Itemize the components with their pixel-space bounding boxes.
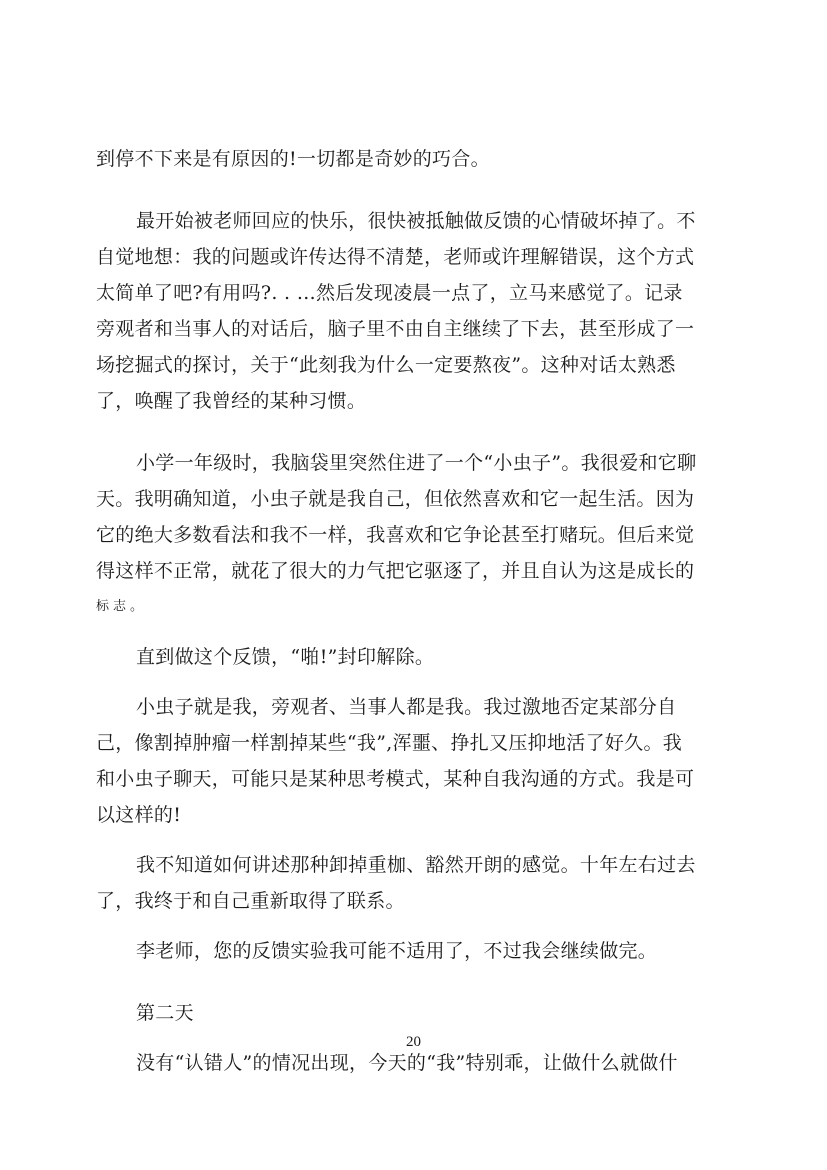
text-line: 了，我终于和自己重新取得了联系。 bbox=[96, 890, 405, 912]
text-line: 和小虫子聊天，可能只是某种思考模式，某种自我沟通的方式。我是可 bbox=[96, 768, 695, 790]
text-line: 直到做这个反馈，“啪!”封印解除。 bbox=[136, 646, 435, 668]
paragraph-first-response bbox=[96, 203, 736, 419]
text-line: 旁观者和当事人的对话后，脑子里不由自主继续了下去，甚至形成了一 bbox=[96, 318, 695, 340]
text-line: 太简单了吧?有用吗?. . …然后发现凌晨一点了，立马来感觉了。记录 bbox=[96, 282, 683, 304]
page-number: 20 bbox=[406, 1034, 421, 1050]
text-line: 第二天 bbox=[136, 1002, 194, 1024]
text-line: 场挖掘式的探讨，关于“此刻我为什么一定要熬夜”。这种对话太熟悉 bbox=[96, 354, 676, 376]
text-line: 得这样不正常，就花了很大的力气把它驱逐了，并且自认为这是成长的 bbox=[96, 560, 695, 582]
paragraph-teacher-li bbox=[96, 933, 736, 969]
body-text bbox=[96, 141, 736, 1081]
paragraph-little-bug bbox=[96, 445, 736, 625]
paragraph-seal-released bbox=[96, 639, 736, 675]
text-line: 己，像割掉肿瘤一样割掉某些“我”,浑噩、挣扎又压抑地活了好久。我 bbox=[96, 732, 683, 754]
paragraph-ten-years bbox=[96, 847, 736, 919]
text-line: 到停不下来是有原因的!一切都是奇妙的巧合。 bbox=[96, 148, 490, 170]
text-line: 没有“认错人”的情况出现，今天的“我”特别乖，让做什么就做什 bbox=[136, 1052, 678, 1074]
text-line: 它的绝大多数看法和我不一样，我喜欢和它争论甚至打赌玩。但后来觉 bbox=[96, 524, 695, 546]
text-line: 李老师，您的反馈实验我可能不适用了，不过我会继续做完。 bbox=[136, 940, 658, 962]
text-line: 天。我明确知道，小虫子就是我自己，但依然喜欢和它一起生活。因为 bbox=[96, 488, 695, 510]
text-line: 自觉地想：我的问题或许传达得不清楚，老师或许理解错误，这个方式 bbox=[96, 246, 695, 268]
text-line-tail: 标志。 bbox=[96, 599, 148, 614]
paragraph-observer bbox=[96, 689, 736, 833]
text-line: 我不知道如何讲述那种卸掉重枷、豁然开朗的感觉。十年左右过去 bbox=[136, 854, 696, 876]
text-line: 小虫子就是我，旁观者、当事人都是我。我过激地否定某部分自 bbox=[136, 696, 677, 718]
paragraph-continuation bbox=[96, 141, 736, 177]
text-line: 以这样的! bbox=[96, 804, 182, 826]
text-line: 最开始被老师回应的快乐，很快被抵触做反馈的心情破坏掉了。不 bbox=[136, 210, 696, 232]
text-line: 了，唤醒了我曾经的某种习惯。 bbox=[96, 390, 367, 412]
text-line: 小学一年级时，我脑袋里突然住进了一个“小虫子”。我很爱和它聊 bbox=[136, 452, 697, 474]
section-heading-day-two bbox=[96, 995, 736, 1031]
